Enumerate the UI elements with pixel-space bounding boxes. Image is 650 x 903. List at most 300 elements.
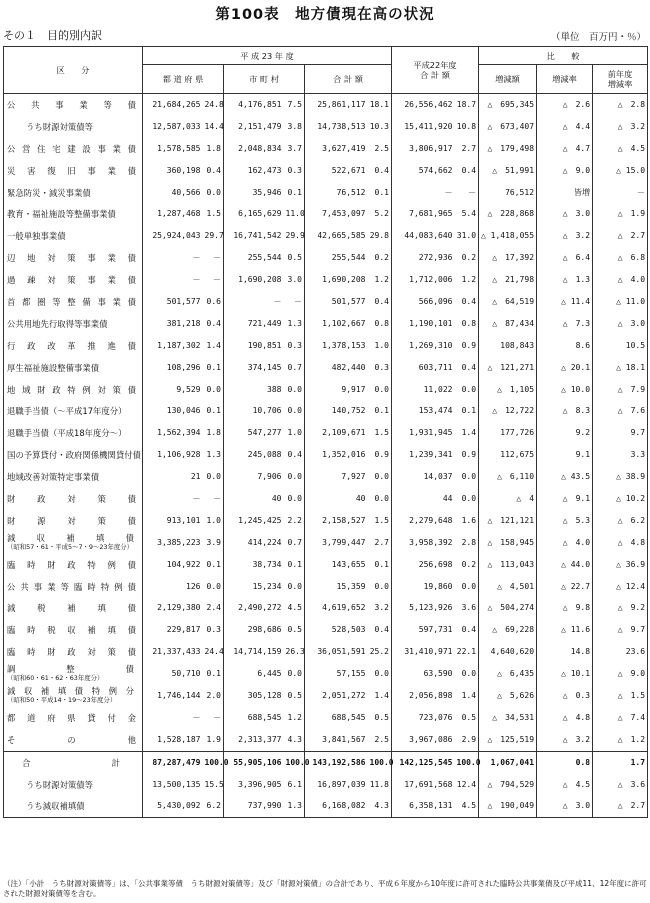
cell-diff: △ 125,519 (479, 729, 537, 751)
table-row (4, 160, 648, 182)
cell-prev: 6,358,131 (392, 796, 455, 818)
row-label: 財政対策債 (4, 488, 143, 510)
cell-pref: 1,187,302 (143, 335, 203, 357)
cell-pref-pct: 0.0 (203, 466, 224, 488)
table-row (4, 422, 648, 444)
cell-muni: 40 (224, 488, 284, 510)
cell-rate: 0.8 (537, 751, 593, 773)
header-fy22-line2: 合 計 額 (420, 70, 450, 80)
cell-pref-pct: 0.6 (203, 291, 224, 313)
cell-diff: △ 6,435 (479, 663, 537, 685)
cell-diff: △ 34,531 (479, 707, 537, 729)
cell-prev: 3,806,917 (392, 138, 455, 160)
cell-prev-rate: △ 4.5 (593, 138, 648, 160)
cell-pref: 1,106,928 (143, 444, 203, 466)
cell-muni-pct: 6.1 (284, 774, 305, 796)
table-row (4, 335, 648, 357)
cell-muni: 1,690,208 (224, 269, 284, 291)
cell-muni: 14,714,159 (224, 641, 284, 663)
cell-total-pct: 1.4 (368, 685, 392, 707)
cell-prev-pct: 0.9 (455, 335, 479, 357)
cell-prev-rate: △ 4.0 (593, 269, 648, 291)
row-label: 地域改善対策特定事業債 (4, 466, 143, 488)
cell-muni: 2,490,272 (224, 597, 284, 619)
cell-diff: 112,675 (479, 444, 537, 466)
cell-prev: 566,096 (392, 291, 455, 313)
cell-diff: 1,067,041 (479, 751, 537, 773)
cell-diff: △ 51,991 (479, 160, 537, 182)
table-row (4, 116, 648, 138)
cell-pref-pct: 0.0 (203, 576, 224, 598)
header-prev-rate-line2: 増減率 (607, 79, 633, 89)
cell-muni: 16,741,542 (224, 225, 284, 247)
cell-muni: 737,990 (224, 796, 284, 818)
cell-pref: 1,562,394 (143, 422, 203, 444)
cell-prev: 3,967,086 (392, 729, 455, 751)
cell-pref-pct: － (203, 247, 224, 269)
cell-pref-pct: 3.9 (203, 532, 224, 554)
cell-pref: 501,577 (143, 291, 203, 313)
cell-total-pct: 2.7 (368, 532, 392, 554)
cell-muni: 298,686 (224, 619, 284, 641)
cell-total: 7,453,097 (305, 203, 368, 225)
row-label: 公営住宅建設事業債 (4, 138, 143, 160)
cell-diff: 76,512 (479, 182, 537, 204)
row-label: 一般単独事業債 (4, 225, 143, 247)
row-label: うち減収補填債 (4, 796, 143, 818)
cell-pref: 25,924,043 (143, 225, 203, 247)
cell-total-pct: 0.4 (368, 619, 392, 641)
cell-rate: △ 6.4 (537, 247, 593, 269)
table-row (4, 379, 648, 401)
cell-muni-pct: 0.4 (284, 444, 305, 466)
cell-prev-pct: 0.0 (455, 488, 479, 510)
row-label: 合計 (4, 751, 143, 773)
cell-pref: 21,337,433 (143, 641, 203, 663)
cell-total: 255,544 (305, 247, 368, 269)
cell-diff: △ 673,407 (479, 116, 537, 138)
cell-total-pct: 5.2 (368, 203, 392, 225)
cell-pref: 3,385,223 (143, 532, 203, 554)
cell-prev-pct: 0.0 (455, 576, 479, 598)
cell-pref: 381,218 (143, 313, 203, 335)
cell-total: 482,440 (305, 357, 368, 379)
cell-pref-pct: 0.4 (203, 313, 224, 335)
cell-prev: 63,590 (392, 663, 455, 685)
footnote: （注）「小計 うち財源対策債等」は、「公共事業等債 うち財源対策債等」及び「財源対策債」の合計であり、平成６年度から10年度に許可された臨時公共事業債及び平成11、12年度に許可された財源対策債等を含む。 (3, 879, 647, 898)
cell-prev-pct: 2.8 (455, 532, 479, 554)
cell-prev-pct: 10.8 (455, 116, 479, 138)
cell-prev: 1,239,341 (392, 444, 455, 466)
cell-muni: 55,905,106 (224, 751, 284, 773)
cell-rate: 8.6 (537, 335, 593, 357)
cell-prev-rate: 10.5 (593, 335, 648, 357)
cell-total-pct: 25.2 (368, 641, 392, 663)
cell-prev-rate: △ 6.8 (593, 247, 648, 269)
cell-muni: 190,851 (224, 335, 284, 357)
cell-prev-rate: △ 15.0 (593, 160, 648, 182)
header-compare: 比 較 (479, 47, 648, 65)
cell-total: 7,927 (305, 466, 368, 488)
cell-prev-rate: △ 3.6 (593, 774, 648, 796)
cell-prev-pct: 0.4 (455, 619, 479, 641)
cell-prev-rate: △ 9.7 (593, 619, 648, 641)
cell-total-pct: 0.2 (368, 247, 392, 269)
cell-total: 143,655 (305, 554, 368, 576)
table-row (4, 619, 648, 641)
cell-pref-pct: 0.4 (203, 160, 224, 182)
cell-diff: △ 113,043 (479, 554, 537, 576)
cell-pref: 1,287,468 (143, 203, 203, 225)
row-label: 辺地対策事業債 (4, 247, 143, 269)
cell-prev: 1,712,006 (392, 269, 455, 291)
cell-prev-rate: △ 36.9 (593, 554, 648, 576)
cell-pref-pct: 1.5 (203, 203, 224, 225)
table-row (4, 203, 648, 225)
table-row (4, 751, 648, 773)
cell-muni-pct: 0.0 (284, 400, 305, 422)
row-label: 行政改革推進債 (4, 335, 143, 357)
cell-total-pct: 0.4 (368, 160, 392, 182)
cell-rate: △ 10.1 (537, 663, 593, 685)
cell-total: 36,051,591 (305, 641, 368, 663)
cell-total-pct: 1.0 (368, 335, 392, 357)
cell-pref-pct: 0.3 (203, 619, 224, 641)
cell-pref: 229,817 (143, 619, 203, 641)
cell-diff: △ 794,529 (479, 774, 537, 796)
cell-prev: 14,037 (392, 466, 455, 488)
cell-total-pct: 1.5 (368, 510, 392, 532)
row-label: 退職手当債（～平成17年度分） (4, 400, 143, 422)
cell-prev-rate: △ 2.7 (593, 796, 648, 818)
cell-rate: 14.8 (537, 641, 593, 663)
cell-total: 2,158,527 (305, 510, 368, 532)
cell-prev-pct: 12.4 (455, 774, 479, 796)
row-label: 緊急防災・減災事業債 (4, 182, 143, 204)
cell-rate: △ 1.3 (537, 269, 593, 291)
cell-total: 15,359 (305, 576, 368, 598)
cell-diff: △ 5,626 (479, 685, 537, 707)
cell-muni-pct: 0.0 (284, 488, 305, 510)
table-row (4, 796, 648, 818)
cell-muni: 688,545 (224, 707, 284, 729)
table-row (4, 729, 648, 751)
table-row (4, 138, 648, 160)
cell-prev-rate: △ 6.2 (593, 510, 648, 532)
cell-muni: 1,245,425 (224, 510, 284, 532)
cell-total: 143,192,586 (305, 751, 368, 773)
header-total: 合 計 額 (305, 65, 392, 94)
cell-prev-rate: △ 1.2 (593, 729, 648, 751)
cell-rate: △ 10.0 (537, 379, 593, 401)
cell-pref: 50,710 (143, 663, 203, 685)
row-label: 災害復旧事業債 (4, 160, 143, 182)
cell-pref: 21,684,265 (143, 94, 203, 116)
cell-muni-pct: 0.7 (284, 532, 305, 554)
cell-muni-pct: 0.0 (284, 663, 305, 685)
cell-prev-rate: △ 12.4 (593, 576, 648, 598)
cell-prev: 272,936 (392, 247, 455, 269)
cell-rate: △ 9.0 (537, 160, 593, 182)
cell-prev: 597,731 (392, 619, 455, 641)
cell-pref-pct: 1.9 (203, 729, 224, 751)
cell-total-pct: 2.5 (368, 729, 392, 751)
row-label (4, 663, 143, 685)
cell-pref: 1,746,144 (143, 685, 203, 707)
cell-muni: 255,544 (224, 247, 284, 269)
cell-rate: △ 3.0 (537, 203, 593, 225)
cell-prev-pct: 0.5 (455, 707, 479, 729)
cell-pref-pct: 1.0 (203, 510, 224, 532)
cell-muni-pct: 2.2 (284, 510, 305, 532)
table-row (4, 444, 648, 466)
table-row (4, 532, 648, 554)
cell-diff: 108,843 (479, 335, 537, 357)
cell-prev: 15,411,920 (392, 116, 455, 138)
cell-muni: 4,176,851 (224, 94, 284, 116)
cell-total: 3,627,419 (305, 138, 368, 160)
cell-total: 1,690,208 (305, 269, 368, 291)
cell-muni-pct: 11.0 (284, 203, 305, 225)
cell-pref-pct: 24.4 (203, 641, 224, 663)
table-header (4, 47, 648, 94)
cell-muni-pct: 4.3 (284, 729, 305, 751)
row-label: 厚生福祉施設整備事業債 (4, 357, 143, 379)
cell-rate: △ 8.3 (537, 400, 593, 422)
table-row (4, 685, 648, 707)
cell-pref-pct: 15.5 (203, 774, 224, 796)
cell-muni-pct: 0.0 (284, 379, 305, 401)
cell-muni: 38,734 (224, 554, 284, 576)
row-label: その他 (4, 729, 143, 751)
row-label: 教育・福祉施設等整備事業債 (4, 203, 143, 225)
cell-pref: 1,578,585 (143, 138, 203, 160)
cell-prev-pct: 0.1 (455, 400, 479, 422)
cell-pref-pct: 2.0 (203, 685, 224, 707)
cell-rate: △ 4.0 (537, 532, 593, 554)
table-title: 第100表 地方債現在高の状況 (215, 7, 435, 23)
row-label: 退職手当債（平成18年度分～） (4, 422, 143, 444)
cell-prev: 1,269,310 (392, 335, 455, 357)
cell-total-pct: 0.8 (368, 313, 392, 335)
row-label: 首都圏等整備事業債 (4, 291, 143, 313)
cell-rate: △ 7.3 (537, 313, 593, 335)
cell-prev-rate: 23.6 (593, 641, 648, 663)
cell-pref-pct: 0.1 (203, 400, 224, 422)
cell-prev: 19,860 (392, 576, 455, 598)
cell-total: 528,503 (305, 619, 368, 641)
cell-pref: 12,587,033 (143, 116, 203, 138)
cell-pref: 1,528,187 (143, 729, 203, 751)
table-row (4, 707, 648, 729)
table-row (4, 510, 648, 532)
table-row (4, 400, 648, 422)
cell-prev-pct: 0.4 (455, 160, 479, 182)
cell-muni-pct: 0.3 (284, 335, 305, 357)
cell-prev: 1,190,101 (392, 313, 455, 335)
cell-prev-rate: △ 7.6 (593, 400, 648, 422)
cell-prev-rate: 9.7 (593, 422, 648, 444)
cell-total-pct: 0.4 (368, 291, 392, 313)
table-row (4, 225, 648, 247)
cell-total: 16,897,039 (305, 774, 368, 796)
cell-pref-pct: 2.4 (203, 597, 224, 619)
cell-pref-pct: 29.7 (203, 225, 224, 247)
cell-diff: △ 12,722 (479, 400, 537, 422)
cell-total: 140,752 (305, 400, 368, 422)
cell-muni: 245,088 (224, 444, 284, 466)
cell-prev: 26,556,462 (392, 94, 455, 116)
cell-diff: △ 64,519 (479, 291, 537, 313)
row-label-main: 調整債 (7, 664, 134, 675)
cell-total-pct: 0.0 (368, 379, 392, 401)
cell-total-pct: 29.8 (368, 225, 392, 247)
cell-muni-pct: 100.0 (284, 751, 305, 773)
cell-total: 2,109,671 (305, 422, 368, 444)
cell-total: 1,378,153 (305, 335, 368, 357)
cell-pref: 108,296 (143, 357, 203, 379)
cell-prev-pct: 0.2 (455, 554, 479, 576)
cell-pref: 126 (143, 576, 203, 598)
cell-muni-pct: 7.5 (284, 94, 305, 116)
cell-total-pct: 10.3 (368, 116, 392, 138)
cell-pref: － (143, 488, 203, 510)
cell-prev: 3,958,392 (392, 532, 455, 554)
row-label: 過疎対策事業債 (4, 269, 143, 291)
cell-prev-pct: － (455, 182, 479, 204)
cell-diff: △ 121,271 (479, 357, 537, 379)
row-label: 都道府県貸付金 (4, 707, 143, 729)
cell-diff: △ 87,434 (479, 313, 537, 335)
cell-total-pct: 0.0 (368, 663, 392, 685)
cell-muni-pct: 4.5 (284, 597, 305, 619)
row-label: 公共用地先行取得等事業債 (4, 313, 143, 335)
cell-prev-rate: － (593, 182, 648, 204)
cell-pref-pct: 100.0 (203, 751, 224, 773)
table-row (4, 94, 648, 116)
cell-total-pct: 0.1 (368, 554, 392, 576)
cell-rate: △ 43.5 (537, 466, 593, 488)
cell-prev-pct: 0.8 (455, 313, 479, 335)
cell-rate: 皆増 (537, 182, 593, 204)
cell-prev: 11,022 (392, 379, 455, 401)
cell-muni-pct: 0.1 (284, 182, 305, 204)
cell-pref-pct: － (203, 707, 224, 729)
cell-total-pct: 2.5 (368, 138, 392, 160)
cell-rate: △ 11.4 (537, 291, 593, 313)
cell-muni-pct: 0.5 (284, 619, 305, 641)
table-row (4, 576, 648, 598)
cell-muni-pct: 1.2 (284, 707, 305, 729)
cell-rate: △ 9.8 (537, 597, 593, 619)
cell-diff: 177,726 (479, 422, 537, 444)
cell-total: 76,512 (305, 182, 368, 204)
cell-pref: 360,198 (143, 160, 203, 182)
header-fy23: 平 成 23 年 度 (143, 47, 392, 65)
cell-total: 9,917 (305, 379, 368, 401)
cell-rate: △ 11.6 (537, 619, 593, 641)
cell-pref: 40,566 (143, 182, 203, 204)
cell-prev-rate: △ 38.9 (593, 466, 648, 488)
cell-muni-pct: 3.8 (284, 116, 305, 138)
cell-prev: 574,662 (392, 160, 455, 182)
cell-prev-rate: △ 4.8 (593, 532, 648, 554)
cell-muni-pct: 0.7 (284, 357, 305, 379)
cell-prev-pct: 1.4 (455, 685, 479, 707)
cell-pref-pct: 0.1 (203, 663, 224, 685)
cell-rate: △ 22.7 (537, 576, 593, 598)
cell-muni-pct: 26.3 (284, 641, 305, 663)
row-label: うち財源対策債等 (4, 774, 143, 796)
cell-muni: 3,396,905 (224, 774, 284, 796)
header-rate: 増減率 (537, 65, 593, 94)
cell-total: 25,861,117 (305, 94, 368, 116)
cell-diff: △ 21,798 (479, 269, 537, 291)
table-row (4, 247, 648, 269)
cell-pref: 104,922 (143, 554, 203, 576)
cell-prev-pct: 18.7 (455, 94, 479, 116)
cell-pref: 2,129,380 (143, 597, 203, 619)
cell-total: 3,799,447 (305, 532, 368, 554)
cell-prev-rate: △ 2.8 (593, 94, 648, 116)
cell-pref: 130,046 (143, 400, 203, 422)
cell-muni: 721,449 (224, 313, 284, 335)
cell-prev-pct: 1.2 (455, 269, 479, 291)
cell-total: 40 (305, 488, 368, 510)
header-category: 区 分 (4, 47, 143, 94)
unit-label: （単位 百万円・％） (550, 32, 646, 43)
cell-muni: 6,165,629 (224, 203, 284, 225)
cell-muni: 414,224 (224, 532, 284, 554)
cell-prev-pct: 22.1 (455, 641, 479, 663)
cell-total-pct: 0.0 (368, 576, 392, 598)
cell-diff: △ 179,498 (479, 138, 537, 160)
cell-prev: 17,691,568 (392, 774, 455, 796)
header-fy22-line1: 平成22年度 (413, 60, 457, 70)
cell-rate: 9.2 (537, 422, 593, 444)
cell-total: 57,155 (305, 663, 368, 685)
cell-total-pct: 0.0 (368, 466, 392, 488)
cell-muni: 15,234 (224, 576, 284, 598)
cell-muni: － (224, 291, 284, 313)
cell-muni: 6,445 (224, 663, 284, 685)
table-row (4, 597, 648, 619)
cell-pref-pct: 1.8 (203, 138, 224, 160)
cell-pref-pct: － (203, 269, 224, 291)
cell-muni-pct: 3.7 (284, 138, 305, 160)
cell-pref-pct: 0.0 (203, 182, 224, 204)
cell-prev: 44 (392, 488, 455, 510)
table-row (4, 663, 648, 685)
cell-prev-pct: 100.0 (455, 751, 479, 773)
cell-diff: △ 69,228 (479, 619, 537, 641)
cell-total: 1,102,667 (305, 313, 368, 335)
cell-muni: 547,277 (224, 422, 284, 444)
cell-prev-rate: △ 18.1 (593, 357, 648, 379)
cell-pref-pct: 24.8 (203, 94, 224, 116)
cell-muni-pct: 1.0 (284, 422, 305, 444)
cell-total: 501,577 (305, 291, 368, 313)
table-subtitle: その１ 目的別内訳 (3, 29, 102, 42)
cell-diff: △ 1,105 (479, 379, 537, 401)
cell-total: 42,665,585 (305, 225, 368, 247)
row-label: うち財源対策債等 (4, 116, 143, 138)
cell-muni-pct: 0.5 (284, 685, 305, 707)
row-label: 臨時財政特例債 (4, 554, 143, 576)
cell-diff: △ 121,121 (479, 510, 537, 532)
cell-pref: － (143, 707, 203, 729)
row-label: 減税補填債 (4, 597, 143, 619)
